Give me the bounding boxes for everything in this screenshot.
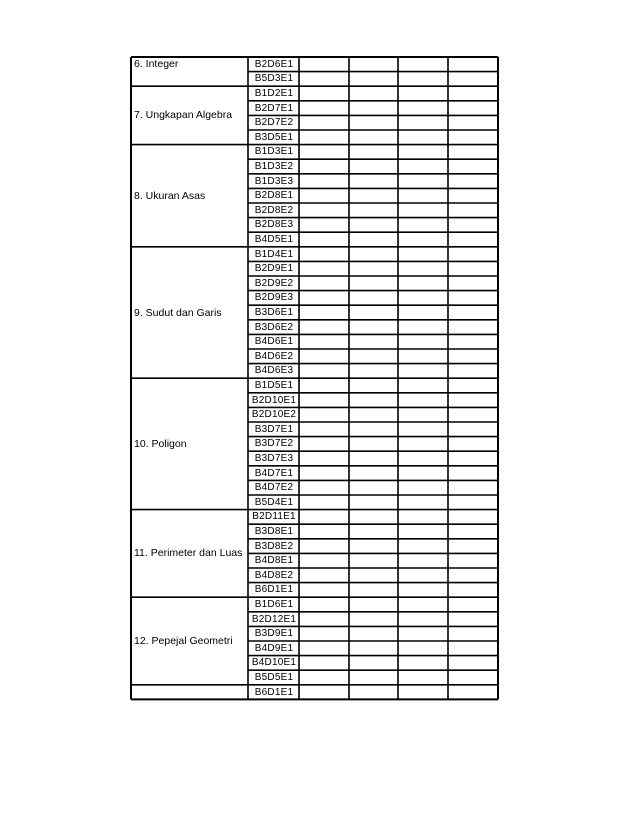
code-cell: B2D8E2 — [254, 204, 294, 216]
code-cell: B2D7E2 — [254, 117, 294, 129]
topic-label: 6. Integer — [134, 58, 179, 71]
code-cell: B2D6E1 — [254, 58, 294, 70]
code-cell: B3D7E2 — [254, 438, 294, 450]
code-cell: B1D3E3 — [254, 175, 294, 187]
topic-label: 7. Ungkapan Algebra — [134, 109, 233, 122]
code-cell: B1D4E1 — [254, 248, 294, 260]
code-cell: B5D4E1 — [254, 496, 294, 508]
code-cell: B4D9E1 — [254, 642, 294, 654]
code-cell: B5D3E1 — [254, 73, 294, 85]
code-cell: B3D6E2 — [254, 321, 294, 333]
code-cell: B2D7E1 — [254, 102, 294, 114]
code-cell: B2D12E1 — [251, 613, 297, 625]
code-cell: B4D6E2 — [254, 350, 294, 362]
code-cell: B3D7E3 — [254, 453, 294, 464]
code-cell: B4D6E1 — [254, 336, 294, 348]
code-cell: B3D8E1 — [254, 526, 294, 537]
code-cell: B6D1E1 — [254, 584, 294, 596]
topic-label: 8. Ukuran Asas — [134, 189, 206, 202]
code-cell: B4D5E1 — [254, 234, 294, 245]
code-cell: B6D1E1 — [254, 686, 294, 698]
code-cell: B2D9E1 — [254, 263, 294, 275]
topic-label: 10. Poligon — [134, 437, 187, 450]
code-cell: B5D5E1 — [254, 672, 294, 683]
code-cell: B2D10E2 — [251, 409, 297, 421]
code-cell: B3D5E1 — [254, 131, 294, 143]
code-cell: B2D9E3 — [254, 292, 294, 304]
code-cell: B1D2E1 — [254, 88, 294, 99]
code-cell: B4D10E1 — [251, 657, 297, 669]
code-cell: B1D5E1 — [254, 380, 294, 391]
code-cell: B3D7E1 — [254, 423, 294, 435]
topic-label: 12. Pepejal Geometri — [134, 635, 233, 647]
code-cell: B1D6E1 — [254, 599, 294, 610]
topic-label: 11. Perimeter dan Luas — [134, 547, 243, 560]
code-cell: B1D3E2 — [254, 161, 294, 172]
code-cell: B2D8E3 — [254, 219, 294, 231]
code-cell: B1D3E1 — [254, 146, 294, 158]
code-cell: B3D8E2 — [254, 540, 294, 552]
topic-label: 9. Sudut dan Garis — [134, 306, 222, 319]
code-cell: B2D11E1 — [252, 511, 296, 523]
code-cell: B2D9E2 — [254, 277, 294, 289]
code-cell: B4D8E1 — [254, 555, 294, 567]
code-cell: B2D10E1 — [251, 394, 297, 406]
code-cell: B4D6E3 — [254, 365, 294, 377]
code-cell: B2D8E1 — [254, 190, 294, 202]
code-cell: B3D6E1 — [254, 307, 294, 318]
code-cell: B4D8E2 — [254, 569, 294, 581]
code-cell: B4D7E2 — [254, 482, 294, 494]
code-cell: B3D9E1 — [254, 628, 294, 640]
code-cell: B4D7E1 — [254, 467, 294, 479]
